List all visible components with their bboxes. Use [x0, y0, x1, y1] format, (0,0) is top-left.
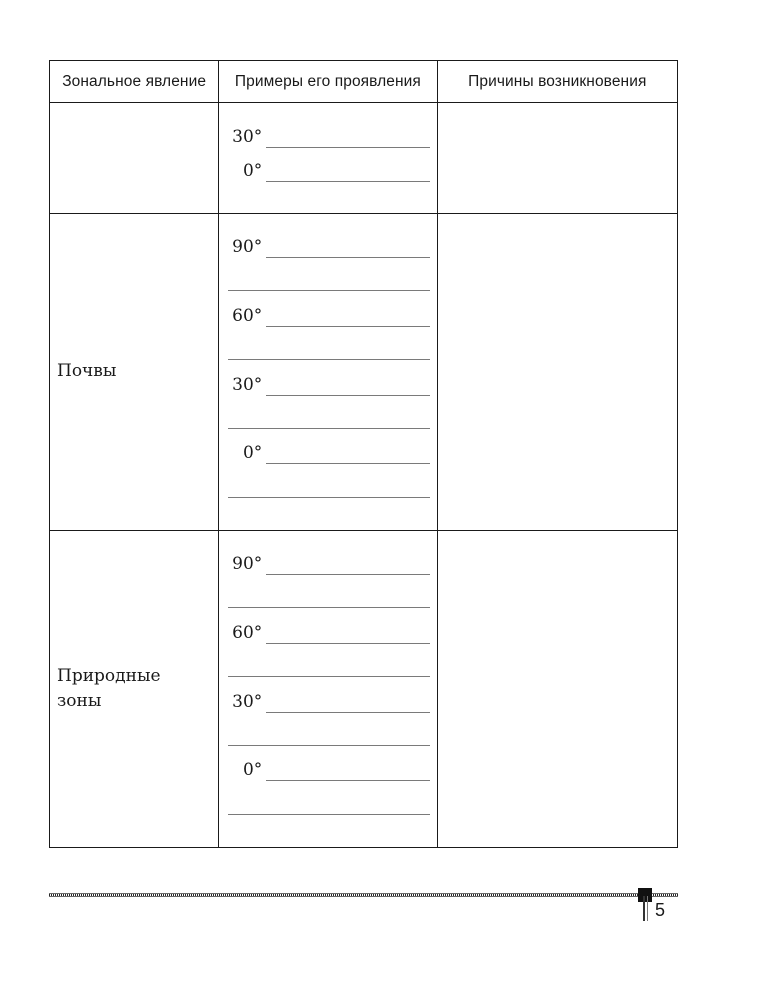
- answer-rule[interactable]: [228, 428, 429, 429]
- answer-line[interactable]: [228, 128, 429, 148]
- header-causes: Причины возникновения: [437, 61, 677, 103]
- answer-rule[interactable]: [228, 359, 429, 360]
- latitude-label: 90°: [232, 554, 263, 574]
- latitude-label: 30°: [232, 692, 263, 712]
- answer-rule[interactable]: [228, 676, 429, 677]
- phenomenon-label: Почвы: [57, 361, 117, 381]
- latitude-label: 0°: [242, 443, 263, 463]
- answer-rule[interactable]: [228, 290, 429, 291]
- answer-line[interactable]: [228, 444, 429, 464]
- answer-rule[interactable]: [228, 497, 429, 498]
- phenomenon-cell: [50, 214, 219, 531]
- answer-line[interactable]: [228, 555, 429, 575]
- answer-rule: [266, 257, 429, 258]
- answer-line[interactable]: [228, 376, 429, 396]
- page-marker-bar: [643, 896, 645, 921]
- examples-cell: [219, 531, 437, 848]
- page-marker-bar: [647, 896, 648, 921]
- phenomenon-cell: [50, 531, 219, 848]
- header-row: [50, 61, 678, 103]
- examples-cell: [219, 214, 437, 531]
- answer-rule[interactable]: [228, 745, 429, 746]
- latitude-label: 0°: [242, 161, 263, 181]
- answer-line[interactable]: [228, 162, 429, 182]
- page-corner-mark: [638, 888, 652, 902]
- table-row: [50, 214, 678, 531]
- latitude-label: 0°: [242, 760, 263, 780]
- answer-line[interactable]: [228, 624, 429, 644]
- answer-rule: [266, 326, 429, 327]
- answer-rule: [266, 395, 429, 396]
- answer-rule[interactable]: [228, 814, 429, 815]
- answer-rule[interactable]: [228, 607, 429, 608]
- answer-rule: [266, 780, 429, 781]
- answer-rule: [266, 643, 429, 644]
- examples-cell: [219, 103, 437, 214]
- answer-line[interactable]: [228, 693, 429, 713]
- table-row: [50, 531, 678, 848]
- answer-rule: [266, 181, 429, 182]
- latitude-label: 30°: [232, 127, 263, 147]
- phenomenon-cell-empty[interactable]: [50, 103, 219, 214]
- table-row: [50, 103, 678, 214]
- phenomenon-label-line1: Природные: [57, 666, 161, 686]
- header-phenomenon: Зональное явление: [50, 61, 219, 103]
- page-number: 5: [655, 900, 666, 920]
- answer-line[interactable]: [228, 238, 429, 258]
- causes-cell[interactable]: [437, 103, 677, 214]
- answer-rule: [266, 147, 429, 148]
- causes-cell[interactable]: [437, 531, 677, 848]
- latitude-label: 60°: [232, 623, 263, 643]
- latitude-label: 90°: [232, 237, 263, 257]
- latitude-label: 30°: [232, 375, 263, 395]
- answer-line[interactable]: [228, 307, 429, 327]
- answer-rule: [266, 463, 429, 464]
- header-examples: Примеры его проявления: [219, 61, 437, 103]
- footer-divider: [49, 893, 678, 897]
- latitude-label: 60°: [232, 306, 263, 326]
- answer-line[interactable]: [228, 761, 429, 781]
- causes-cell[interactable]: [437, 214, 677, 531]
- phenomenon-label-line2: зоны: [57, 691, 102, 711]
- worksheet-table: [49, 60, 678, 848]
- answer-rule: [266, 712, 429, 713]
- answer-rule: [266, 574, 429, 575]
